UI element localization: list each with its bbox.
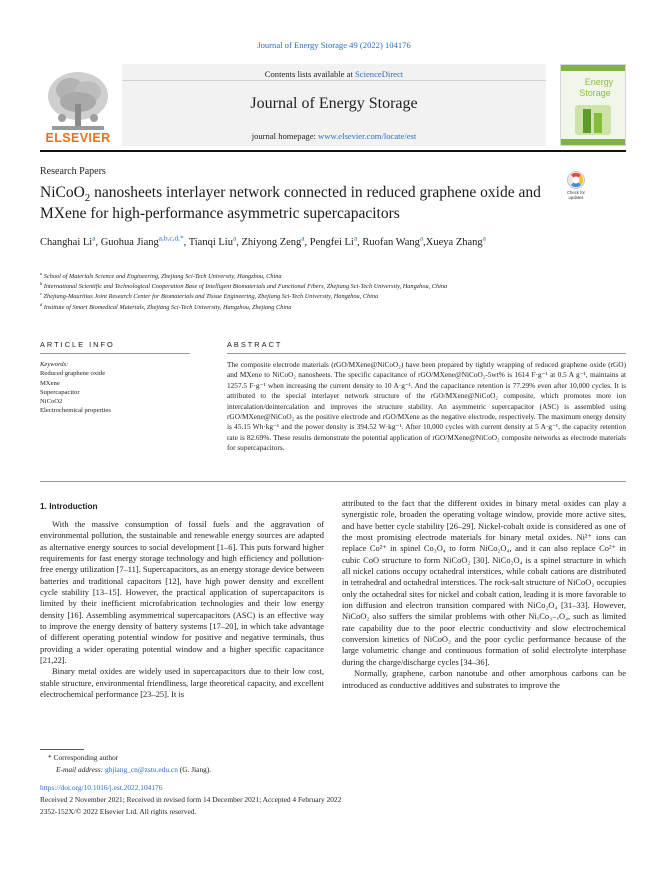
header-thick-rule xyxy=(40,150,626,152)
article-info-rule xyxy=(40,353,190,354)
article-section-label: Research Papers xyxy=(40,166,106,177)
author-affiliation-mark[interactable]: a xyxy=(482,233,486,243)
sciencedirect-link[interactable]: ScienceDirect xyxy=(355,69,404,79)
affiliation-mark: c xyxy=(40,291,42,297)
author-affiliation-mark[interactable]: a xyxy=(232,233,237,243)
affiliation-text: School of Materials Science and Engineering, Zhejiang Sci-Tech University, Hangzhou, China xyxy=(43,273,282,280)
author-affiliation-mark[interactable]: a xyxy=(419,233,424,243)
author-name[interactable]: Tianqi Liu xyxy=(188,237,233,248)
paragraph: With the massive consumption of fossil fuels and the aggravation of environmental pollution, the sustainable and renewable energy sources are adapted as alternative energy sources to social development [1–6]. This puts forward higher requirements for fast energy storage technology and high efficiency and pollution-free energy utilization [7–11]. Supercapacitors, as an energy storage device between batteries and traditional capacitors [12], have high power density and excellent cycle stability [13–15]. However, the practical application of supercapacitors is limited by their inefficient microfabrication technologies and their low energy density [16]. Assembling asymmetrical supercapacitors (ASC) is an effective way to improve the energy density of battery systems [17–20], in which take advantage of different operating potential window for positive and negative terminals, thus providing a wider operating potential window and a higher specific capacitance [21,22]. xyxy=(40,519,324,666)
paragraph: attributed to the fact that the different oxides in binary metal oxides can play a synergistic role, broaden the operating voltage window, provide more active sites, and have better cycle stability [26–29]. Nickel-cobalt oxide is considered as one of the most promising electrode materials for binary metal oxides. Ni²⁺ ions can replace Co²⁺ in spinel Co₃O₄ to form NiCo₂O₄, and it can also replace Co²⁺ in cubic CoO structure to form NiCoO₂ [30]. NiCo₂O₄ is a spinel structure in which all nickel cations occupy octahedral interstices, while cobalt cations are distributed in tetrahedral and octahedral interstices. The rock-salt structure of NiCoO₂ occupies only the octahedral sites for nickel and cobalt cation, leading it is more favorable to ion diffusion and electron transition compared with NiCo₂O₄ [31–33]. However, NiCoO₂ also suffers the similar problems with other NiₓCo₃₋ₓO₄, such as limited rate capability due to the poor electric conductivity and slow electrochemical conversion kinetics of NiCoO₂ and the poor cyclic performance because of the large volumetric change and continuous formation of solid electrolyte interphase during the charge/discharge cycles [34–36]. xyxy=(342,498,626,667)
email-suffix: (G. Jiang). xyxy=(177,765,212,774)
elsevier-wordmark: ELSEVIER xyxy=(45,131,111,145)
title-subscript: 2 xyxy=(84,192,91,205)
email-label: E-mail address: xyxy=(56,765,105,774)
body-column-right xyxy=(342,498,626,691)
affiliation-text: Zhejiang-Mauritius Joint Research Center for Biomaterials and Tissue Engineering, Zhejiang Sci-Tech University, Hangzhou, China xyxy=(43,293,379,301)
author-name[interactable]: Changhai Li xyxy=(40,237,93,248)
journal-reference-link[interactable]: Journal of Energy Storage 49 (2022) 104176 xyxy=(257,40,411,50)
author-affiliation-mark[interactable]: a xyxy=(92,233,96,243)
paragraph: Normally, graphene, carbon nanotube and other amorphous carbons can be introduced as conductive additives and substrates to improve the xyxy=(342,668,626,690)
contents-available-line xyxy=(122,69,546,79)
affiliation-item xyxy=(40,303,620,313)
article-info-heading: ARTICLE INFO xyxy=(40,340,115,349)
keyword-item: NiCoO2 xyxy=(40,398,63,406)
author-name[interactable]: Zhiyong Zeng xyxy=(241,237,302,248)
homepage-prefix: journal homepage: xyxy=(251,131,319,141)
corresponding-author-note: * Corresponding author xyxy=(48,753,119,762)
keywords-list xyxy=(40,369,111,415)
journal-title: Journal of Energy Storage xyxy=(250,95,418,112)
affiliation-mark: b xyxy=(40,281,43,287)
journal-homepage-line xyxy=(122,131,546,141)
email-footnote xyxy=(56,765,211,774)
author-affiliation-mark[interactable]: a,b,c,d,* xyxy=(158,233,184,243)
check-updates-line2: updates xyxy=(568,195,584,200)
article-title xyxy=(40,182,560,224)
abstract-rule xyxy=(227,353,626,354)
doi-link[interactable]: https://doi.org/10.1016/j.est.2022.104176 xyxy=(40,783,163,792)
cover-title-line1: Energy xyxy=(584,77,614,87)
title-part1: NiCoO xyxy=(40,184,85,201)
title-part2: nanosheets interlayer network connected in reduced graphene oxide and MXene for high-performance asymmetric supercapacitors xyxy=(40,184,541,222)
keywords-label: Keywords: xyxy=(40,361,69,368)
footnote-rule xyxy=(40,749,84,750)
homepage-link[interactable]: www.elsevier.com/locate/est xyxy=(318,131,417,141)
affiliation-mark: a xyxy=(40,270,43,276)
author-name[interactable]: Pengfei Li xyxy=(309,237,354,248)
journal-cover-thumbnail[interactable] xyxy=(560,64,626,146)
header-divider xyxy=(122,80,546,81)
keyword-item: Electrochemical properties xyxy=(40,407,111,415)
body-column-left xyxy=(40,519,324,701)
abstract-text: The composite electrode materials (rGO/MXene@NiCoO₂) have been prepared by tightly wrapping of reduced graphene oxide (rGO) and MXene to NiCoO₂ nanosheets. The specific capacitance of rGO/MXene@NiCoO₂-5wt% is 1614 F·g⁻¹ at 0.5 A g⁻¹, maintains at 1257.5 F·g⁻¹ when increasing the current density to 10 A·g⁻¹. And the capacitance retention is 77.29% even after 10,000 cycles. It is attributed to the special interlayer network structure of the rGO/MXene@NiCoO₂ composite, which promotes more ion intercalation/deintercalation and improves the structure stability. An asymmetric supercapacitor (ASC) is assembled using rGO/MXene@NiCoO₂ as the positive electrode and rGO/MXene as the negative electrode, respectively. The maximum energy density is 45.15 Wh·kg⁻¹ and the power density is 394.52 W·kg⁻¹. After 10,000 cycles with current density at 5 A·g⁻¹, the capacity retention rate is 82.69%. These results demonstrate the potential application of rGO/MXene@NiCoO₂ composite networks as electrode materials for supercapacitors. xyxy=(227,360,626,453)
introduction-heading: 1. Introduction xyxy=(40,501,98,511)
author-name[interactable]: Xueya Zhang xyxy=(425,237,483,248)
affiliation-text: International Scientific and Technological Cooperation Base of Intelligent Biomaterials and Functional Fibers, Zhejiang Sci-Tech University, Hangzhou, China xyxy=(43,283,448,291)
copyright-line: 2352-152X/© 2022 Elsevier Ltd. All rights reserved. xyxy=(40,807,197,816)
author-list xyxy=(40,234,600,251)
cover-title-line2: Storage xyxy=(579,88,611,98)
affiliation-item xyxy=(40,292,620,302)
author-name[interactable]: Ruofan Wang xyxy=(362,237,420,248)
abstract-bottom-rule xyxy=(40,481,626,482)
affiliation-list xyxy=(40,272,620,313)
keywords-block xyxy=(40,360,111,416)
affiliation-text: Institute of Smart Biomedical Materials, Zhejiang Sci-Tech University, Hangzhou, Zhejiang China xyxy=(43,303,292,311)
keyword-item: Supercapacitor xyxy=(40,388,80,396)
author-name[interactable]: Guohua Jiang xyxy=(100,237,159,248)
received-dates: Received 2 November 2021; Received in revised form 14 December 2021; Accepted 4 February 2022 xyxy=(40,795,342,804)
abstract-heading: ABSTRACT xyxy=(227,340,283,349)
keyword-item: MXene xyxy=(40,379,60,387)
check-updates-line1: Check for xyxy=(567,190,585,195)
email-link[interactable]: ghjiang_cn@zstu.edu.cn xyxy=(105,765,178,774)
affiliation-item xyxy=(40,272,620,282)
author-affiliation-mark[interactable]: a xyxy=(301,233,305,243)
author-separator: , xyxy=(236,237,242,248)
affiliation-item xyxy=(40,282,620,292)
keyword-item: Reduced graphene oxide xyxy=(40,370,106,378)
author-separator: , xyxy=(304,237,310,248)
author-separator: , xyxy=(423,237,426,248)
author-separator: , xyxy=(357,237,363,248)
contents-prefix: Contents lists available at xyxy=(264,69,355,79)
cover-art xyxy=(561,65,625,145)
author-separator: , xyxy=(95,237,101,248)
author-affiliation-mark[interactable]: a xyxy=(353,233,358,243)
check-for-updates-badge[interactable] xyxy=(562,170,590,200)
affiliation-mark: d xyxy=(40,301,43,307)
author-separator: , xyxy=(183,237,189,248)
paragraph: Binary metal oxides are widely used in supercapacitors due to their low cost, stable structure, environmental friendliness, large theoretical capacity, and excellent electrochemical performance [23–25]. It is xyxy=(40,666,324,700)
